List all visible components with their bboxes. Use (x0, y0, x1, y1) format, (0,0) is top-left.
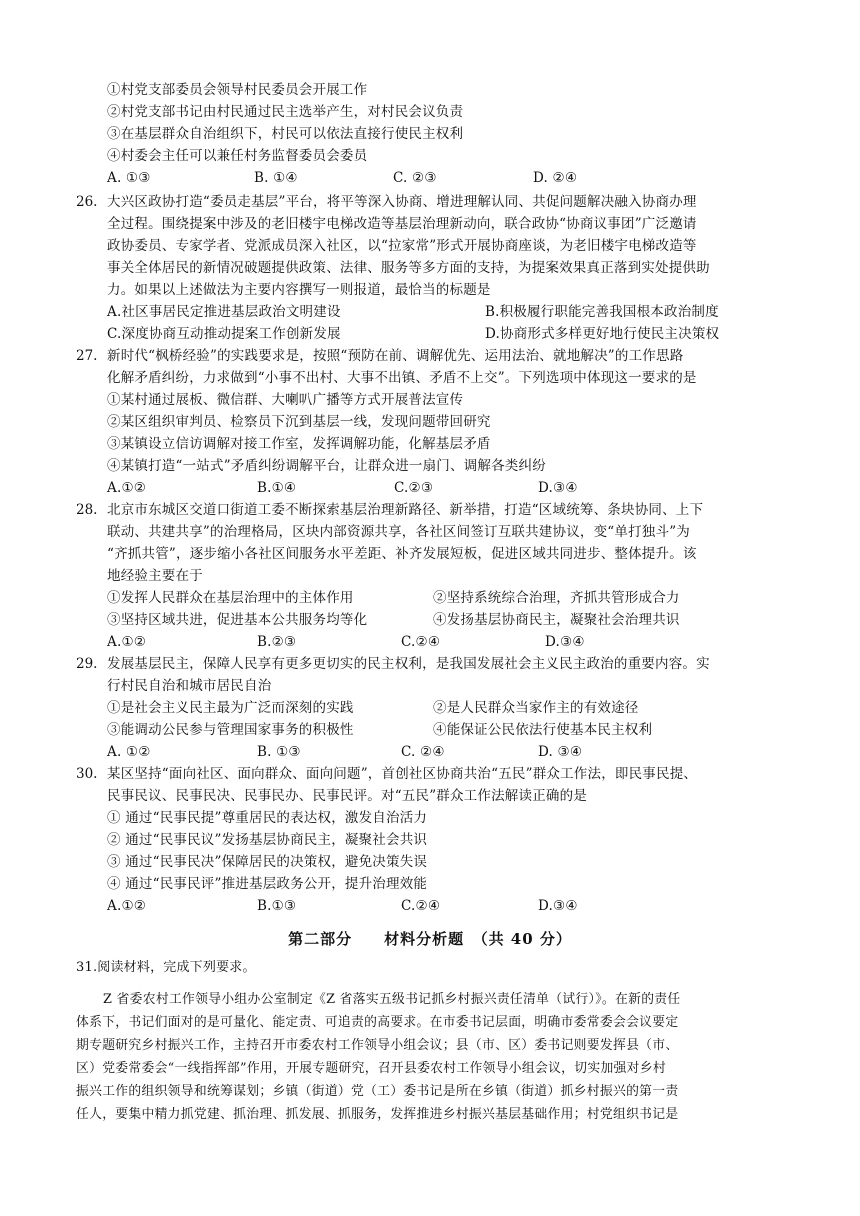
q29-option-d: D. ③④ (538, 744, 583, 760)
q25-item-3: ③在基层群众自治组织下，村民可以依法直接行使民主权利 (107, 126, 464, 142)
q27-number: 27. (76, 348, 98, 364)
q28-item-4: ④发扬基层协商民主，凝聚社会治理共识 (433, 612, 680, 628)
q27-item-3: ③某镇设立信访调解对接工作室，发挥调解功能，化解基层矛盾 (107, 436, 491, 452)
q30-option-d: D.③④ (538, 898, 578, 914)
q31-material-line-1: Z 省委农村工作领导小组办公室制定《Z 省落实五级书记抓乡村振兴责任清单（试行）》。在新的责任 (103, 992, 681, 1007)
q26-line-3: 政协委员、专家学者、党派成员深入社区，以“拉家常”形式开展协商座谈，为老旧楼宇电梯改造等 (107, 238, 697, 254)
q30-option-a: A.①② (107, 898, 147, 914)
q25-option-a: A. ①③ (107, 170, 151, 186)
q26-line-2: 全过程。围绕提案中涉及的老旧楼宇电梯改造等基层治理新动向，联合政协“协商议事团”广泛邀请 (107, 216, 697, 232)
q29-number: 29. (76, 656, 98, 672)
q30-option-b: B.①③ (257, 898, 297, 914)
q30-line-1: 某区坚持“面向社区、面向群众、面向问题”，首创社区协商共治“五民”群众工作法，即民事民提、 (107, 766, 698, 782)
q26-line-4: 事关全体居民的新情况破题提供政策、法律、服务等多方面的支持，为提案效果真正落到实处提供助 (107, 260, 710, 276)
q26-line-1: 大兴区政协打造“委员走基层”平台，将平等深入协商、增进理解认同、共促问题解决融入协商办理 (107, 194, 697, 210)
q28-number: 28. (76, 502, 98, 518)
q28-item-3: ③坚持区域共进，促进基本公共服务均等化 (107, 612, 368, 628)
q26-option-b: B.积极履行职能完善我国根本政治制度 (485, 304, 719, 320)
q25-option-c: C. ②③ (393, 170, 437, 186)
q31-material-line-2: 体系下，书记们面对的是可量化、能定责、可追责的高要求。在市委书记层面，明确市委常委会会议要定 (76, 1015, 679, 1030)
q26-option-c: C.深度协商互动推动提案工作创新发展 (107, 326, 341, 342)
q29-option-b: B. ①③ (257, 744, 301, 760)
q29-option-a: A. ①② (107, 744, 151, 760)
q28-line-3: “齐抓共管”，逐步缩小各社区间服务水平差距、补齐发展短板，促进区域共同进步、整体提升。该 (107, 546, 697, 562)
q28-option-c: C.②④ (401, 634, 441, 650)
q29-line-2: 行村民自治和城市居民自治 (107, 678, 272, 694)
q25-option-b: B. ①④ (254, 170, 298, 186)
q30-item-3: ③ 通过“民事民决”保障居民的决策权，避免决策失误 (107, 854, 428, 870)
q30-item-1: ① 通过“民事民提”尊重居民的表达权，激发自治活力 (107, 810, 428, 826)
q26-line-5: 力。如果以上述做法为主要内容撰写一则报道，最恰当的标题是 (107, 282, 491, 298)
q26-number: 26. (76, 194, 98, 210)
q28-option-d: D.③④ (545, 634, 585, 650)
q27-item-4: ④某镇打造“一站式”矛盾纠纷调解平台，让群众进一扇门、调解各类纠纷 (107, 458, 546, 474)
q29-item-1: ①是社会主义民主最为广泛而深刻的实践 (107, 700, 354, 716)
q27-option-b: B.①④ (257, 480, 297, 496)
q30-line-2: 民事民议、民事民决、民事民办、民事民评。对“五民”群众工作法解读正确的是 (107, 788, 588, 804)
q29-item-2: ②是人民群众当家作主的有效途径 (433, 700, 639, 716)
q29-option-c: C. ②④ (401, 744, 445, 760)
q31-material-line-5: 振兴工作的组织领导和统筹谋划；乡镇（街道）党（工）委书记是所在乡镇（街道）抓乡村振兴的第一责 (76, 1084, 679, 1099)
q27-item-2: ②某区组织审判员、检察员下沉到基层一线，发现问题带回研究 (107, 414, 491, 430)
q29-line-1: 发展基层民主，保障人民享有更多更切实的民主权利，是我国发展社会主义民主政治的重要内容。实 (107, 656, 710, 672)
q28-item-1: ①发挥人民群众在基层治理中的主体作用 (107, 590, 354, 606)
q25-item-1: ①村党支部委员会领导村民委员会开展工作 (107, 82, 368, 98)
q25-item-2: ②村党支部书记由村民通过民主选举产生，对村民会议负责 (107, 104, 464, 120)
q29-item-4: ④能保证公民依法行使基本民主权利 (433, 722, 653, 738)
q28-line-2: 联动、共建共享”的治理格局，区块内部资源共享，各社区间签订互联共建协议，变“单打独斗”为 (107, 524, 691, 540)
q26-option-d: D.协商形式多样更好地行使民主决策权 (485, 326, 720, 342)
q27-line-2: 化解矛盾纠纷，力求做到“小事不出村、大事不出镇、矛盾不上交”。下列选项中体现这一要求的是 (107, 370, 697, 386)
q28-item-2: ②坚持系统综合治理，齐抓共管形成合力 (433, 590, 680, 606)
q27-option-a: A.①② (107, 480, 147, 496)
q28-option-a: A.①② (107, 634, 147, 650)
q30-item-2: ② 通过“民事民议”发扬基层协商民主，凝聚社会共识 (107, 832, 428, 848)
q28-line-1: 北京市东城区交道口街道工委不断探索基层治理新路径、新举措，打造“区域统筹、条块协同、上下 (107, 502, 704, 518)
q31-prompt: 31.阅读材料，完成下列要求。 (76, 960, 256, 975)
q26-option-a: A.社区事居民定推进基层政治文明建设 (107, 304, 341, 320)
q31-material-line-6: 任人，要集中精力抓党建、抓治理、抓发展、抓服务，发挥推进乡村振兴基层基础作用；村党组织书记是 (76, 1107, 679, 1122)
q29-item-3: ③能调动公民参与管理国家事务的积极性 (107, 722, 354, 738)
q27-option-d: D.③④ (538, 480, 578, 496)
q31-material-line-3: 期专题研究乡村振兴工作，主持召开市委农村工作领导小组会议；县（市、区）委书记则要发挥县（市、 (76, 1038, 679, 1053)
q25-option-d: D. ②④ (533, 170, 578, 186)
q27-item-1: ①某村通过展板、微信群、大喇叭广播等方式开展普法宣传 (107, 392, 464, 408)
q27-option-c: C.②③ (394, 480, 434, 496)
section-title: 第二部分 材料分析题 （共 40 分） (288, 930, 572, 948)
q31-material-line-4: 区）党委常委会“一线指挥部”作用，开展专题研究，召开县委农村工作领导小组会议，切实加强对乡村 (76, 1061, 666, 1076)
q28-option-b: B.②③ (257, 634, 297, 650)
q30-item-4: ④ 通过“民事民评”推进基层政务公开，提升治理效能 (107, 876, 428, 892)
q28-line-4: 地经验主要在于 (107, 568, 203, 584)
q25-item-4: ④村委会主任可以兼任村务监督委员会委员 (107, 148, 368, 164)
q30-number: 30. (76, 766, 98, 782)
q27-line-1: 新时代“枫桥经验”的实践要求是，按照“预防在前、调解优先、运用法治、就地解决”的工作思路 (107, 348, 684, 364)
q30-option-c: C.②④ (401, 898, 441, 914)
